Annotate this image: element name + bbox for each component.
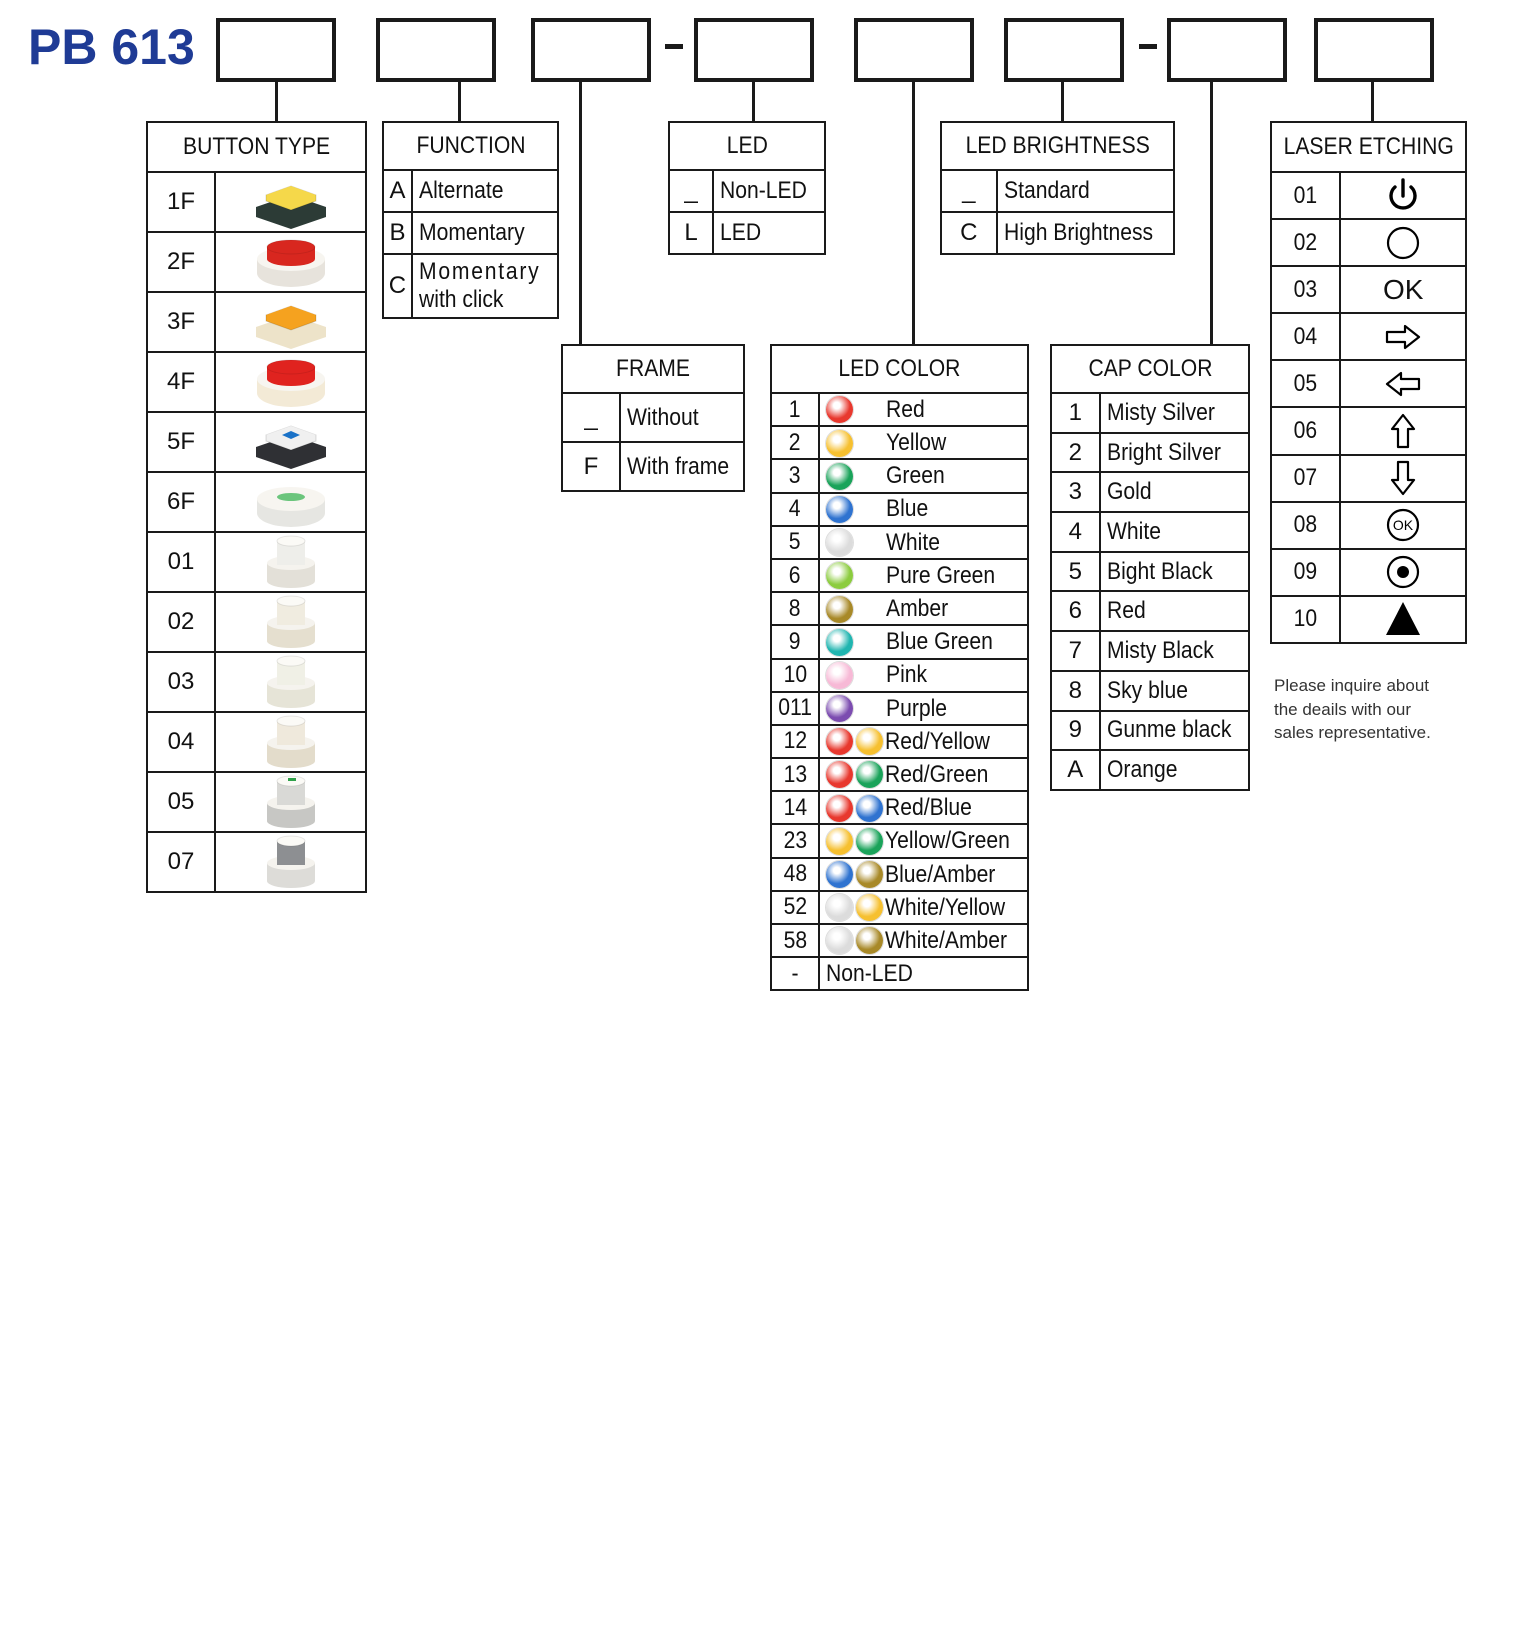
power-icon	[1341, 176, 1465, 216]
led-color-row	[771, 924, 1028, 957]
laser-etching-row	[1271, 360, 1466, 407]
led-color-row	[771, 393, 1028, 426]
code-box-button-type	[216, 18, 336, 82]
led-color-label-cell	[819, 426, 1028, 459]
clear-cap-stepped-icon	[216, 713, 365, 771]
led-color-label: Yellow	[886, 429, 947, 457]
led-color-label: Blue Green	[886, 628, 993, 656]
code-box-laser-etching	[1314, 18, 1434, 82]
led-color-swatch	[826, 596, 853, 623]
connector-line	[1371, 82, 1374, 122]
table-header: FRAME	[562, 345, 744, 393]
led-color-label-cell	[819, 659, 1028, 692]
triangle-icon	[1341, 599, 1465, 639]
led-color-row	[771, 791, 1028, 824]
function-table	[382, 121, 559, 319]
led-color-label-cell	[819, 957, 1028, 990]
led-color-code: 23	[771, 824, 819, 857]
brightness-label: Standard	[997, 170, 1174, 212]
part-number-title: PB 613	[28, 19, 195, 75]
laser-etching-symbol-cell	[1340, 313, 1466, 360]
led-color-label: White/Amber	[885, 926, 1008, 954]
table-header: CAP COLOR	[1051, 345, 1249, 393]
circle-dot-icon	[1341, 552, 1465, 592]
cap-color-code: 6	[1051, 591, 1100, 631]
laser-etching-row	[1271, 549, 1466, 596]
led-color-label: Green	[886, 462, 945, 490]
led-color-code: 5	[771, 526, 819, 559]
table-header: LASER ETCHING	[1271, 122, 1466, 172]
square-yellow-button-on-dark-base-icon	[216, 173, 365, 231]
brightness-label: High Brightness	[997, 212, 1174, 254]
table-header: LED	[669, 122, 825, 170]
led-color-swatch	[826, 463, 853, 490]
laser-etching-row	[1271, 266, 1466, 313]
round-red-button-on-cream-base-icon	[216, 353, 365, 411]
led-color-label: White	[886, 528, 941, 556]
led-color-code: 011	[771, 692, 819, 725]
button-type-row	[147, 472, 366, 532]
led-table	[668, 121, 826, 255]
cap-color-row	[1051, 393, 1249, 433]
led-color-label-cell	[819, 758, 1028, 791]
arrow-left-icon	[1341, 364, 1465, 404]
button-type-row	[147, 652, 366, 712]
cap-color-row	[1051, 631, 1249, 671]
arrow-down-icon	[1341, 458, 1465, 498]
led-color-row	[771, 725, 1028, 758]
led-color-swatch	[826, 496, 853, 523]
led-color-label: Non-LED	[826, 959, 913, 987]
led-color-swatch	[856, 861, 883, 888]
led-color-row	[771, 957, 1028, 990]
connector-line	[579, 82, 582, 345]
cap-color-row	[1051, 711, 1249, 751]
led-color-code: 58	[771, 924, 819, 957]
connector-line	[275, 82, 278, 122]
led-color-label: Pure Green	[886, 561, 996, 589]
led-color-swatch	[826, 695, 853, 722]
laser-etching-symbol-cell	[1340, 596, 1466, 643]
led-color-code: 8	[771, 592, 819, 625]
led-color-code: 52	[771, 891, 819, 924]
laser-etching-row	[1271, 313, 1466, 360]
brightness-code: C	[941, 212, 997, 254]
led-color-label: Amber	[886, 595, 949, 623]
cap-color-row	[1051, 750, 1249, 790]
cap-color-label: Sky blue	[1100, 671, 1249, 711]
led-color-swatch	[856, 728, 883, 755]
led-color-swatch	[826, 894, 853, 921]
cap-color-label: Orange	[1100, 750, 1249, 790]
led-color-row	[771, 559, 1028, 592]
clear-cap-cylinder-icon	[216, 653, 365, 711]
square-amber-button-on-cream-base-icon	[216, 293, 365, 351]
button-type-table	[146, 121, 367, 893]
laser-etching-symbol-cell	[1340, 172, 1466, 219]
cap-color-row	[1051, 671, 1249, 711]
square-white-blue-button-on-dark-base-icon	[216, 413, 365, 471]
cap-color-row	[1051, 433, 1249, 473]
led-color-code: 48	[771, 858, 819, 891]
cap-color-label: Gold	[1100, 472, 1249, 512]
round-red-button-on-white-base-icon	[216, 233, 365, 291]
laser-etching-symbol-cell	[1340, 407, 1466, 454]
led-color-label-cell	[819, 393, 1028, 426]
led-color-row	[771, 625, 1028, 658]
button-type-image-cell	[215, 712, 366, 772]
cap-color-code: 8	[1051, 671, 1100, 711]
led-color-row	[771, 526, 1028, 559]
led-color-swatch	[826, 795, 853, 822]
led-color-label-cell	[819, 725, 1028, 758]
cap-color-code: 1	[1051, 393, 1100, 433]
led-color-label: Yellow/Green	[885, 827, 1010, 855]
led-color-row	[771, 758, 1028, 791]
laser-etching-symbol-cell	[1340, 219, 1466, 266]
grey-cylinder-cap-icon	[216, 833, 365, 891]
led-color-code: 12	[771, 725, 819, 758]
ok-circle-icon	[1341, 505, 1465, 545]
code-box-led-color	[854, 18, 974, 82]
laser-etching-symbol-cell	[1340, 502, 1466, 549]
laser-etching-row	[1271, 596, 1466, 643]
led-color-code: 13	[771, 758, 819, 791]
led-color-row	[771, 824, 1028, 857]
connector-line	[1061, 82, 1064, 122]
button-type-row	[147, 592, 366, 652]
led-color-label-cell	[819, 791, 1028, 824]
button-type-image-cell	[215, 652, 366, 712]
function-label: Momentary with click	[412, 254, 558, 318]
cap-color-table	[1050, 344, 1250, 791]
led-color-code: 3	[771, 459, 819, 492]
button-type-code: 2F	[147, 232, 215, 292]
connector-line	[912, 82, 915, 345]
table-header: LED COLOR	[771, 345, 1028, 393]
led-brightness-table	[940, 121, 1175, 255]
led-color-label-cell	[819, 858, 1028, 891]
led-color-code: -	[771, 957, 819, 990]
laser-etching-table	[1270, 121, 1467, 644]
brightness-code: _	[941, 170, 997, 212]
cap-color-label: Bright Silver	[1100, 433, 1249, 473]
button-type-code: 07	[147, 832, 215, 892]
button-type-image-cell	[215, 472, 366, 532]
led-color-code: 14	[771, 791, 819, 824]
laser-etching-code: 08	[1271, 502, 1340, 549]
button-type-row	[147, 832, 366, 892]
led-color-label-cell	[819, 692, 1028, 725]
laser-etching-row	[1271, 219, 1466, 266]
button-type-code: 4F	[147, 352, 215, 412]
led-color-swatch	[826, 728, 853, 755]
led-color-swatch	[826, 562, 853, 589]
cap-color-code: 5	[1051, 552, 1100, 592]
button-type-code: 5F	[147, 412, 215, 472]
button-type-image-cell	[215, 172, 366, 232]
led-color-swatch	[856, 828, 883, 855]
frame-table	[561, 344, 745, 492]
function-label: Alternate	[412, 170, 558, 212]
cap-color-row	[1051, 512, 1249, 552]
led-color-swatch	[826, 927, 853, 954]
table-header: FUNCTION	[383, 122, 558, 170]
code-box-led	[694, 18, 814, 82]
led-color-label: White/Yellow	[885, 893, 1006, 921]
cap-color-row	[1051, 472, 1249, 512]
led-color-label: Red/Green	[885, 760, 989, 788]
led-label: LED	[713, 212, 825, 254]
laser-etching-row	[1271, 455, 1466, 502]
led-color-table	[770, 344, 1029, 991]
led-color-label: Red	[886, 395, 925, 423]
code-box-cap-color	[1167, 18, 1287, 82]
button-type-row	[147, 712, 366, 772]
led-color-row	[771, 493, 1028, 526]
led-color-code: 2	[771, 426, 819, 459]
inquiry-note: Please inquire about the deails with our sales representative.	[1274, 676, 1431, 742]
laser-etching-code: 09	[1271, 549, 1340, 596]
svg-text:OK: OK	[1393, 517, 1414, 534]
button-type-image-cell	[215, 772, 366, 832]
cap-color-label: Bight Black	[1100, 552, 1249, 592]
cap-color-code: 7	[1051, 631, 1100, 671]
led-color-label-cell	[819, 459, 1028, 492]
separator-dash	[1139, 44, 1157, 49]
led-color-row	[771, 659, 1028, 692]
led-color-swatch	[856, 795, 883, 822]
cap-color-row	[1051, 591, 1249, 631]
code-box-frame	[531, 18, 651, 82]
button-type-image-cell	[215, 352, 366, 412]
button-type-code: 03	[147, 652, 215, 712]
led-color-swatch	[826, 828, 853, 855]
laser-etching-code: 10	[1271, 596, 1340, 643]
laser-etching-symbol-cell	[1340, 360, 1466, 407]
button-type-image-cell	[215, 292, 366, 352]
laser-etching-code: 03	[1271, 266, 1340, 313]
function-code: C	[383, 254, 412, 318]
led-color-code: 1	[771, 393, 819, 426]
led-color-row	[771, 426, 1028, 459]
button-type-code: 04	[147, 712, 215, 772]
button-type-code: 05	[147, 772, 215, 832]
led-color-label-cell	[819, 625, 1028, 658]
connector-line	[1210, 82, 1213, 345]
led-color-code: 6	[771, 559, 819, 592]
arrow-up-icon	[1341, 411, 1465, 451]
button-type-row	[147, 772, 366, 832]
led-color-swatch	[826, 662, 853, 689]
led-color-code: 9	[771, 625, 819, 658]
table-header: LED BRIGHTNESS	[941, 122, 1174, 170]
led-color-label-cell	[819, 526, 1028, 559]
laser-etching-code: 07	[1271, 455, 1340, 502]
button-type-code: 3F	[147, 292, 215, 352]
silver-cap-green-mark-icon	[216, 773, 365, 831]
led-color-label-cell	[819, 924, 1028, 957]
led-code: L	[669, 212, 713, 254]
laser-etching-code: 01	[1271, 172, 1340, 219]
code-box-led-brightness	[1004, 18, 1124, 82]
cap-color-code: A	[1051, 750, 1100, 790]
button-type-code: 1F	[147, 172, 215, 232]
laser-etching-symbol-cell	[1340, 455, 1466, 502]
ok-text-icon: OK	[1382, 273, 1424, 305]
led-color-row	[771, 459, 1028, 492]
button-type-row	[147, 412, 366, 472]
button-type-row	[147, 232, 366, 292]
led-color-swatch	[826, 629, 853, 656]
cap-color-code: 2	[1051, 433, 1100, 473]
frame-label: With frame	[620, 442, 744, 491]
cap-color-label: Misty Black	[1100, 631, 1249, 671]
laser-etching-symbol-cell	[1340, 266, 1466, 313]
button-type-image-cell	[215, 232, 366, 292]
button-type-code: 02	[147, 592, 215, 652]
function-code: B	[383, 212, 412, 254]
led-color-label-cell	[819, 891, 1028, 924]
function-code: A	[383, 170, 412, 212]
laser-etching-row	[1271, 407, 1466, 454]
led-color-row	[771, 692, 1028, 725]
led-color-label: Purple	[886, 694, 948, 722]
button-type-image-cell	[215, 832, 366, 892]
led-color-swatch	[826, 861, 853, 888]
button-type-row	[147, 172, 366, 232]
led-color-row	[771, 891, 1028, 924]
separator-dash	[665, 44, 683, 49]
led-color-swatch	[856, 927, 883, 954]
led-color-swatch	[826, 529, 853, 556]
arrow-right-icon	[1341, 317, 1465, 357]
code-box-function	[376, 18, 496, 82]
cap-color-code: 3	[1051, 472, 1100, 512]
laser-etching-code: 02	[1271, 219, 1340, 266]
led-color-label: Red/Yellow	[885, 727, 991, 755]
led-color-label: Blue/Amber	[885, 860, 996, 888]
led-color-row	[771, 592, 1028, 625]
button-type-code: 6F	[147, 472, 215, 532]
connector-line	[458, 82, 461, 122]
frame-code: F	[562, 442, 620, 491]
laser-etching-code: 04	[1271, 313, 1340, 360]
table-header: BUTTON TYPE	[147, 122, 366, 172]
cap-color-label: White	[1100, 512, 1249, 552]
led-color-swatch	[856, 761, 883, 788]
clear-cap-square-icon	[216, 593, 365, 651]
button-type-row	[147, 292, 366, 352]
led-color-code: 10	[771, 659, 819, 692]
laser-etching-row	[1271, 502, 1466, 549]
cap-color-code: 4	[1051, 512, 1100, 552]
button-type-image-cell	[215, 412, 366, 472]
button-type-row	[147, 532, 366, 592]
led-color-label-cell	[819, 493, 1028, 526]
led-color-label: Red/Blue	[885, 794, 973, 822]
led-color-swatch	[826, 396, 853, 423]
round-white-button-green-led-icon	[216, 473, 365, 531]
laser-etching-symbol-cell	[1340, 549, 1466, 596]
cap-color-label: Misty Silver	[1100, 393, 1249, 433]
led-label: Non-LED	[713, 170, 825, 212]
led-color-code: 4	[771, 493, 819, 526]
button-type-image-cell	[215, 532, 366, 592]
connector-line	[752, 82, 755, 122]
frame-label: Without	[620, 393, 744, 442]
button-type-code: 01	[147, 532, 215, 592]
cap-color-label: Gunme black	[1100, 711, 1249, 751]
led-color-label-cell	[819, 592, 1028, 625]
led-color-row	[771, 858, 1028, 891]
frame-code: _	[562, 393, 620, 442]
laser-etching-code: 06	[1271, 407, 1340, 454]
cap-color-code: 9	[1051, 711, 1100, 751]
laser-etching-row	[1271, 172, 1466, 219]
led-code: _	[669, 170, 713, 212]
led-color-label-cell	[819, 559, 1028, 592]
led-color-label-cell	[819, 824, 1028, 857]
function-label: Momentary	[412, 212, 558, 254]
clear-cap-tall-icon	[216, 533, 365, 591]
led-color-swatch	[826, 761, 853, 788]
button-type-image-cell	[215, 592, 366, 652]
cap-color-label: Red	[1100, 591, 1249, 631]
led-color-swatch	[826, 430, 853, 457]
led-color-label: Pink	[886, 661, 928, 689]
laser-etching-code: 05	[1271, 360, 1340, 407]
led-color-label: Blue	[886, 495, 929, 523]
cap-color-row	[1051, 552, 1249, 592]
button-type-row	[147, 352, 366, 412]
circle-icon	[1341, 223, 1465, 263]
led-color-swatch	[856, 894, 883, 921]
